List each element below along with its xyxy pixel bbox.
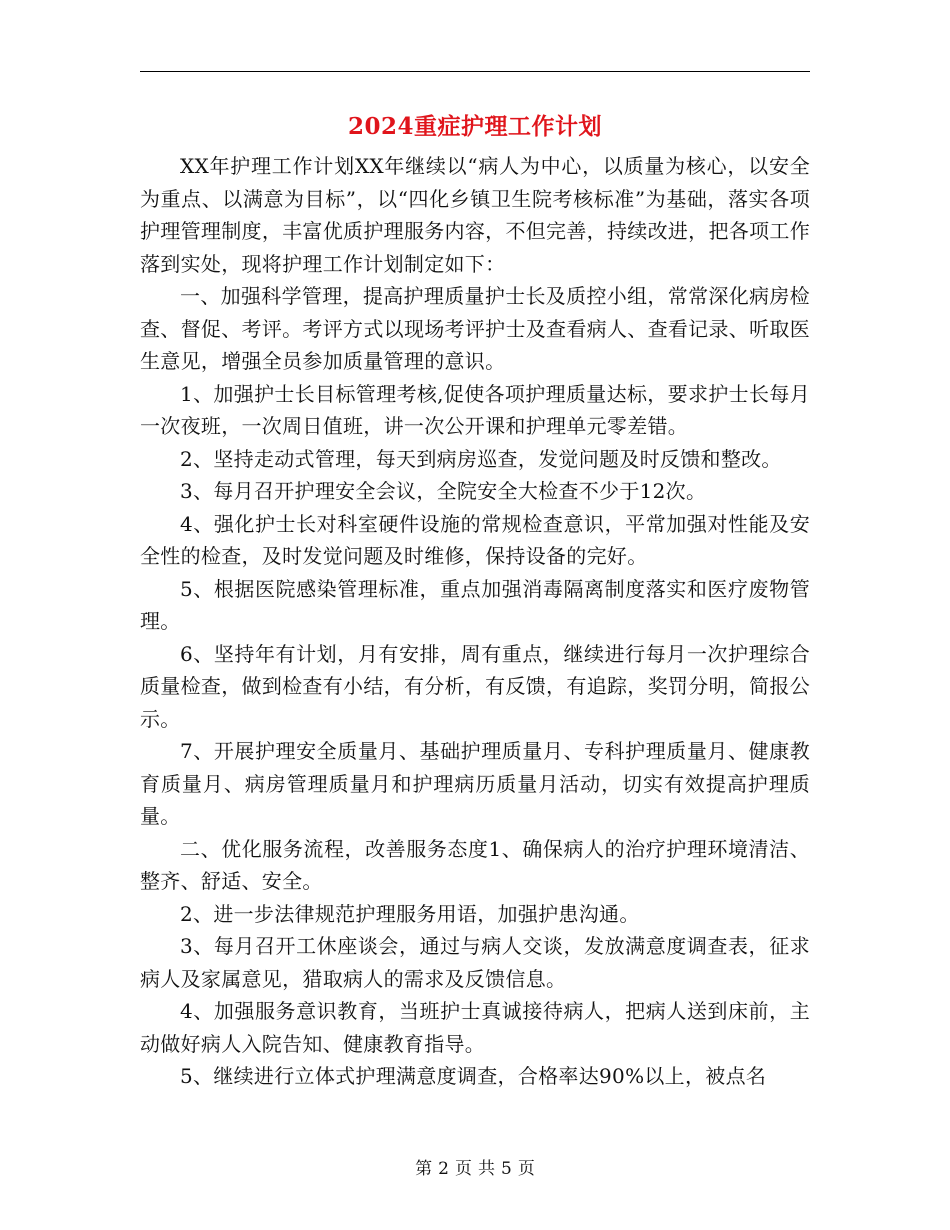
page-total-prefix: 共 bbox=[478, 1159, 495, 1179]
paragraph: 7、开展护理安全质量月、基础护理质量月、专科护理质量月、健康教育质量月、病房管理质量月和护理病历质量月活动，切实有效提高护理质量。 bbox=[140, 739, 810, 828]
paragraph: 5、继续进行立体式护理满意度调查，合格率达90%以上，被点名 bbox=[180, 1064, 767, 1088]
paragraph: 2、坚持走动式管理，每天到病房巡查，发觉问题及时反馈和整改。 bbox=[180, 446, 782, 471]
paragraph: 6、坚持年有计划，月有安排，周有重点，继续进行每月一次护理综合质量检查，做到检查有小结，有分析，有反馈，有追踪，奖罚分明，简报公示。 bbox=[140, 641, 810, 731]
paragraph: 1、加强护士长目标管理考核,促使各项护理质量达标，要求护士长每月一次夜班，一次周日值班，讲一次公开课和护理单元零差错。 bbox=[140, 381, 810, 438]
paragraph: 4、加强服务意识教育，当班护士真诚接待病人，把病人送到床前，主动做好病人入院告知、健康教育指导。 bbox=[140, 999, 810, 1056]
document-body bbox=[140, 150, 810, 1093]
page-total: 5 bbox=[501, 1159, 512, 1179]
document-title: 2024重症护理工作计划 bbox=[347, 113, 602, 140]
paragraph: 4、强化护士长对科室硬件设施的常规检查意识，平常加强对性能及安全性的检查，及时发觉问题及时维修，保持设备的完好。 bbox=[140, 511, 810, 568]
paragraph: 5、根据医院感染管理标准，重点加强消毒隔离制度落实和医疗废物管理。 bbox=[140, 576, 810, 633]
paragraph: XX年护理工作计划XX年继续以“病人为中心，以质量为核心，以安全为重点、以满意为目标”，以“四化乡镇卫生院考核标准”为基础，落实各项护理管理制度，丰富优质护理服务内容，不但完善，持续改进，把各项工作落到实处，现将护理工作计划制定如下： bbox=[140, 154, 810, 276]
paragraph: 一、加强科学管理，提高护理质量护士长及质控小组，常常深化病房检查、督促、考评。考评方式以现场考评护士及查看病人、查看记录、听取医生意见，增强全员参加质量管理的意识。 bbox=[140, 284, 810, 373]
page-prefix: 第 bbox=[415, 1159, 433, 1179]
paragraph: 3、每月召开工休座谈会，通过与病人交谈，发放满意度调查表，征求病人及家属意见，猎取病人的需求及反馈信息。 bbox=[140, 934, 810, 991]
page-suffix: 页 bbox=[517, 1159, 535, 1179]
page-number: 2 bbox=[438, 1159, 449, 1179]
paragraph: 3、每月召开护理安全会议，全院安全大检查不少于12次。 bbox=[180, 479, 707, 503]
header-rule bbox=[140, 71, 810, 72]
paragraph: 2、进一步法律规范护理服务用语，加强护患沟通。 bbox=[180, 901, 640, 926]
page-footer bbox=[0, 1154, 950, 1179]
page-mid: 页 bbox=[455, 1159, 472, 1179]
paragraph: 二、优化服务流程，改善服务态度1、确保病人的治疗护理环境清洁、整齐、舒适、安全。 bbox=[140, 836, 810, 893]
